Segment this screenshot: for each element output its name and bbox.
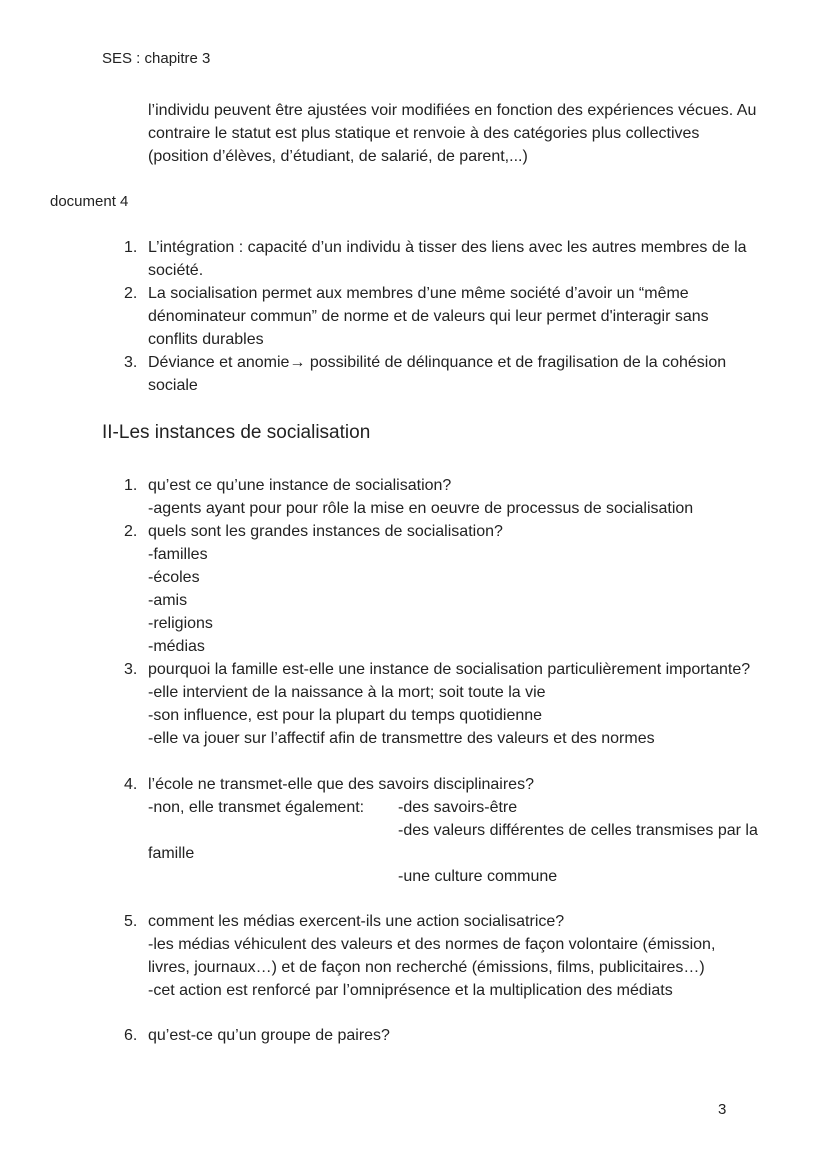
answer-line: -écoles: [148, 569, 200, 586]
answer-line: -elle va jouer sur l’affectif afin de transmettre des valeurs et des normes: [148, 730, 655, 747]
answer-line: -une culture commune: [398, 868, 558, 885]
question-text: pourquoi la famille est-elle une instance de socialisation particulièrement importante?: [148, 661, 751, 678]
answer-line: -amis: [148, 592, 188, 609]
list-number: 1.: [124, 239, 138, 256]
section-title: II-Les instances de socialisation: [102, 422, 371, 443]
intro-line: contraire le statut est plus statique et renvoie à des catégories plus collectives: [148, 125, 700, 142]
answer-line: -son influence, est pour la plupart du temps quotidienne: [148, 707, 543, 724]
answer-line: -des valeurs différentes de celles transmises par la: [398, 822, 758, 839]
answer-line: -cet action est renforcé par l’omniprésence et la multiplication des médiats: [148, 982, 673, 999]
question-number: 5.: [124, 913, 138, 930]
answer-line: -des savoirs-être: [398, 799, 518, 816]
question-number: 6.: [124, 1027, 138, 1044]
list-item-text: L’intégration : capacité d’un individu à tisser des liens avec les autres membres de la: [148, 239, 747, 256]
question-number: 3.: [124, 661, 138, 678]
list-item-text: La socialisation permet aux membres d’une même société d’avoir un “même: [148, 285, 689, 302]
list-number: 2.: [124, 285, 138, 302]
answer-line: livres, journaux…) et de façon non recherché (émissions, films, publicitaires…): [148, 959, 705, 976]
intro-line: (position d’élèves, d’étudiant, de salarié, de parent,...): [148, 148, 528, 165]
answer-line: -les médias véhiculent des valeurs et des normes de façon volontaire (émission,: [148, 936, 716, 953]
intro-line: l’individu peuvent être ajustées voir modifiées en fonction des expériences vécues. Au: [148, 102, 757, 119]
answer-line: -médias: [148, 638, 205, 655]
list-item-text: dénominateur commun” de norme et de valeurs qui leur permet d'interagir sans: [148, 308, 709, 325]
page-header: SES : chapitre 3: [102, 50, 211, 67]
list-item-text: société.: [148, 262, 204, 279]
answer-line: -familles: [148, 546, 208, 563]
answer-line: -religions: [148, 615, 213, 632]
question-text: l’école ne transmet-elle que des savoirs disciplinaires?: [148, 776, 534, 793]
document-4-label: document 4: [50, 193, 129, 210]
question-number: 1.: [124, 477, 138, 494]
question-text: quels sont les grandes instances de socialisation?: [148, 523, 503, 540]
answer-line: -agents ayant pour pour rôle la mise en oeuvre de processus de socialisation: [148, 500, 694, 517]
question-number: 2.: [124, 523, 138, 540]
list-item-text: Déviance et anomie→ possibilité de délinquance et de fragilisation de la cohésion: [148, 354, 727, 371]
question-text: qu’est-ce qu’un groupe de paires?: [148, 1027, 390, 1044]
page-number: 3: [718, 1101, 727, 1118]
list-item-text: sociale: [148, 377, 198, 394]
answer-line: -non, elle transmet également:: [148, 799, 365, 816]
question-text: qu’est ce qu’une instance de socialisation?: [148, 477, 452, 494]
answer-line: famille: [148, 845, 195, 862]
question-text: comment les médias exercent-ils une action socialisatrice?: [148, 913, 565, 930]
list-number: 3.: [124, 354, 138, 371]
question-number: 4.: [124, 776, 138, 793]
answer-line: -elle intervient de la naissance à la mort; soit toute la vie: [148, 684, 546, 701]
list-item-text: conflits durables: [148, 331, 264, 348]
